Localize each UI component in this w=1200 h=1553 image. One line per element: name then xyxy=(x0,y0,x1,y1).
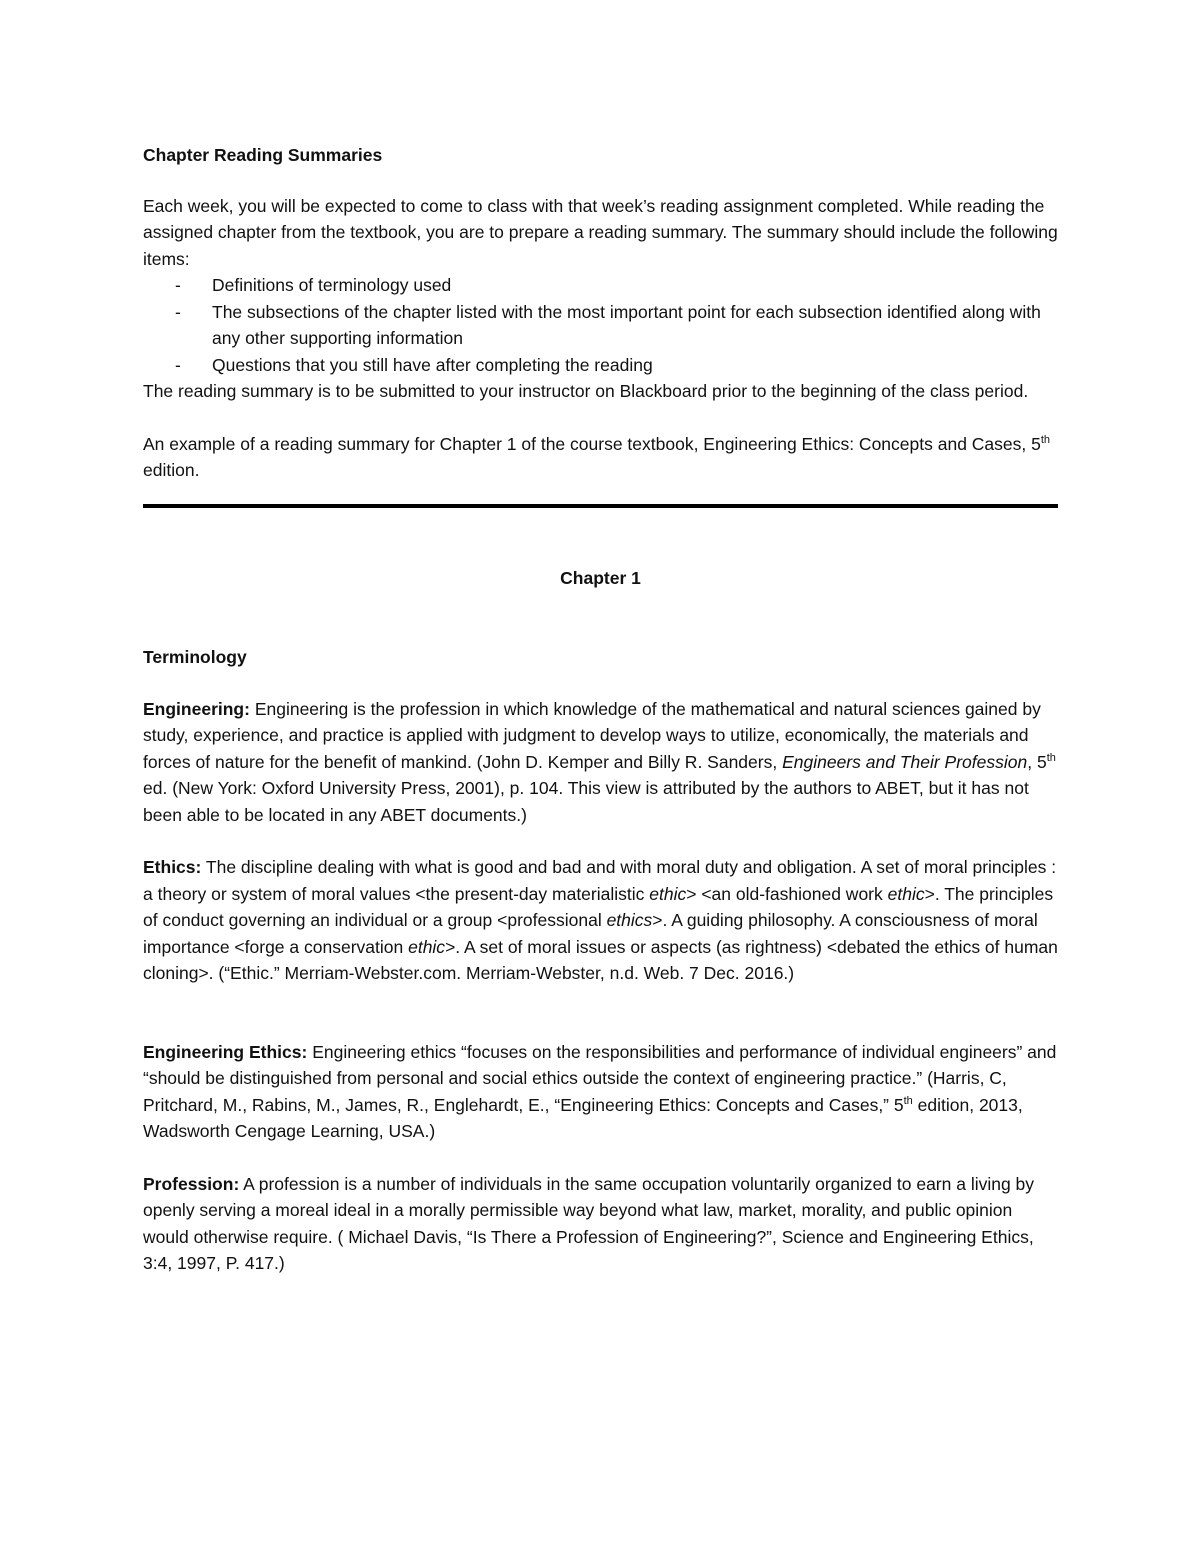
list-item-text: The subsections of the chapter listed with the most important point for each subsection identified along with any other supporting information xyxy=(212,301,1041,348)
term-definition: edition, 2013, Wadsworth Cengage Learning, USA.) xyxy=(143,1094,1023,1141)
section-heading: Terminology xyxy=(143,647,247,667)
example-paragraph xyxy=(143,431,1058,484)
term-definition: > <an old-fashioned work xyxy=(686,883,888,904)
term-definition: Engineering is the profession in which knowledge of the mathematical and natural sciences gained by study, experience, and practice is applied with judgment to develop ways to utilize, economically, the materials and forces of nature for the benefit of mankind. (John D. Kemper and Billy R. Sanders, xyxy=(143,698,1041,772)
example-text-end: edition. xyxy=(143,460,200,480)
dash-bullet: - xyxy=(175,354,181,375)
term-definition: ed. (New York: Oxford University Press, 2001), p. 104. This view is attributed by the authors to ABET, but it has not been able to be located in any ABET documents.) xyxy=(143,778,1029,825)
list-item xyxy=(143,352,1058,379)
chapter-title: Chapter 1 xyxy=(560,567,641,588)
summary-items-list xyxy=(143,272,1058,378)
term-definition: A profession is a number of individuals in the same occupation voluntarily organized to earn a living by openly serving a moreal ideal in a morally permissible way beyond what law, market, morality, and public opinion would otherwise require. ( Michael Davis, “Is There a Profession of Engineering?”, Science and Engineering Ethics, 3:4, 1997, P. 417.) xyxy=(143,1173,1035,1273)
dash-bullet: - xyxy=(175,301,181,322)
term-label: Engineering: xyxy=(143,698,250,719)
term-label: Engineering Ethics: xyxy=(143,1041,308,1062)
term-label: Profession: xyxy=(143,1173,240,1194)
term-definition: Engineering ethics “focuses on the responsibilities and performance of individual engineers” and “should be distinguished from personal and social ethics outside the context of engineering practice.” (Harris, C, Pritchard, M., Rabins, M., James, R., Englehardt, E., “Engineering Ethics: Concepts and Cases,” 5 xyxy=(143,1041,1057,1115)
list-item-text: Questions that you still have after completing the reading xyxy=(212,354,653,375)
ordinal-superscript: th xyxy=(1040,433,1051,446)
term-definition: >. A guiding philosophy. A consciousness of moral importance <forge a conservation xyxy=(143,910,1038,957)
list-item-text: Definitions of terminology used xyxy=(212,275,452,295)
term-entry-engineering-ethics xyxy=(143,1039,1058,1145)
example-word: ethic xyxy=(649,883,687,904)
example-word: ethics xyxy=(606,910,653,930)
book-title: Engineers and Their Profession xyxy=(782,751,1028,772)
list-item xyxy=(143,299,1058,352)
intro-paragraph: Each week, you will be expected to come to class with that week’s reading assignment completed. While reading the assigned chapter from the textbook, you are to prepare a reading summary. The summary should include the following items: xyxy=(143,195,1058,269)
term-definition: >. A set of moral issues or aspects (as rightness) <debated the ethics of human cloning>. (“Ethic.” Merriam-Webster.com. Merriam-Webster, n.d. Web. 7 Dec. 2016.) xyxy=(143,936,1058,983)
document-page xyxy=(143,142,1058,1303)
ordinal-superscript: th xyxy=(1046,751,1056,764)
term-entry-engineering xyxy=(143,696,1058,829)
submission-paragraph: The reading summary is to be submitted to your instructor on Blackboard prior to the beginning of the class period. xyxy=(143,381,1029,401)
ordinal-superscript: th xyxy=(903,1094,913,1107)
term-definition: , 5 xyxy=(1027,751,1047,772)
term-entry-ethics xyxy=(143,854,1058,987)
example-word: ethic xyxy=(408,936,446,957)
section-divider xyxy=(143,504,1058,508)
term-definition: >. The principles of conduct governing an individual or a group <professional xyxy=(143,883,1054,930)
example-word: ethic xyxy=(887,883,925,904)
term-definition: The discipline dealing with what is good and bad and with moral duty and obligation. A set of moral principles : a theory or system of moral values <the present-day materialistic xyxy=(143,857,1057,904)
list-item xyxy=(143,272,1058,299)
dash-bullet: - xyxy=(175,275,181,295)
term-label: Ethics: xyxy=(143,857,202,877)
example-text: An example of a reading summary for Chapter 1 of the course textbook, Engineering Ethics: Concepts and Cases, 5 xyxy=(143,433,1041,454)
document-title: Chapter Reading Summaries xyxy=(143,145,383,165)
term-entry-profession xyxy=(143,1171,1058,1277)
